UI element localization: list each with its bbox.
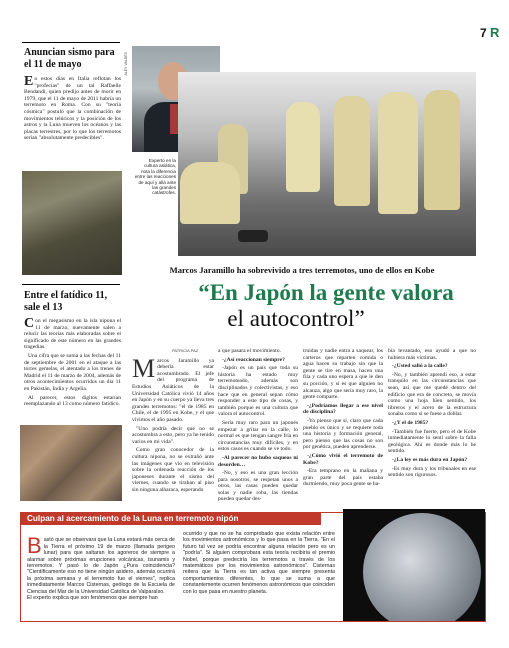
article-col-4 [388,348,476,481]
headline-line-1: “En Japón la gente valora [198,280,454,305]
blanket-figure-3 [378,92,418,214]
bottom-col-right: ocurrido y que no se ha comprobado que exista relación entre los movimientos astronómicos y lo que pasa en la Tierra. "En el futuro tal vez se podría encontrar alguna relación pero es un "podría". Si alguien comprobara esta teoría recibiría el premio Nobel, porque predeciría los terremotos a través de los matemáticos por los movimientos astronómicos". Cisternas reitera que la Tierra es tan activa que siempre presenta comportamientos diferentes, lo que se suma a que constantemente ocurren fenómenos astronómicos que coinciden con lo que pasa en nuestro planeta. [183,531,335,595]
sidebar-body-1-text: n estos días en Italia reflotan los "profecías" de un tal Raffaelle Bendandi, quien predijo antes de morir en 1979, que el 11 de mayo de 2011 habría un terremoto en Roma. Con su "teoría cósmica" postuló que la combinación de movimientos telúricos y la posición de los astros y la Luna mueven los océanos y las placas terrestres, por lo que los terremotos serían "absolutamente predecibles". [24,76,121,142]
sidebar-body-2-p2: Una cifra que se suma a las fechas del 11 de septiembre de 2001 en el ataque a las torres gemelas, el atentado a los trenes de Madrid el 11 de marzo de 2004, además de otros acontecimientos ocurridos un día 11 en Pakistán, India y Argelia. [24,352,121,392]
question-5: -¿Usted salió a la calle? [392,363,448,370]
question-2: -Al parecer no hubo saqueos ni desorden… [218,454,298,468]
dropcap-c: C [24,316,35,331]
article-col-2-p1: a que pasara el movimiento. [218,348,281,354]
main-photo [178,72,476,256]
bottom-title-bar [21,513,321,525]
article-col-3-p1: truidas y nadie entra a saquear, los carteros que reparten comida o agua hacen su trabajo sin que la gente se tire en masa, hacen una fila y cada uno espera a que le den su porción, y si es que alguien no alcanza, algo que sería muy raro, la gente comparte. [303,348,383,401]
photo-credit: ALEX VALDÉS [124,52,128,76]
sidebar-body-1 [24,76,121,142]
sidebar-body-2 [24,318,121,410]
question-4: -¿Cómo vivió el terremoto de Kobe? [303,452,383,466]
moon [363,513,481,621]
bottom-dropcap: B [27,533,42,559]
article-col-1-p3: Como gran conocedor de la cultura nipona, no se extrañó ante las imágenes que vio en televisión sobre la ordenada reacción de los japoneses durante el sismo del viernes, cuando se tiraban al piso sin ninguna alharaca, esperando [132,447,214,493]
article-col-4-p2: -No, y también aprendí eso, a estar tranquilo en las circunstancias que sean, así que me quedé dentro del edificio que era de concreto, se movía como una hoja bien sentido, los libreros y el acero de la estructura sonaba como si se fuese a doblar. [388,371,476,418]
portrait-tie [170,104,178,134]
question-6: -¿Y el de 1985? [392,419,429,426]
article-col-4-p4: -Es muy dura y los tribunales en ese sentido son rigurosos. [388,465,476,479]
main-photo-caption: Marcos Jaramillo ha sobrevivido a tres terremotos, uno de ellos en Kobe [169,265,435,275]
question-3: -¿Podríamos llegar a ese nivel de disciplina? [303,402,383,416]
article-col-3 [303,348,383,490]
dropcap-e: E [24,74,34,89]
bottom-col-left [27,531,175,601]
bottom-left-text: astó que se observara que la Luna estará más cerca de la Tierra el próximo 19 de marzo (llamada perigeo lunar) para que saltaran los agoreros de siempre a alarmar sobre próximas erupciones volcánicas, tsunamis y terremotos. Y pasó lo de Japón ¿Pura coincidencia? "Científicamente eso no tiene ningún asidero, además ocurrirá la próxima semana y el terremoto fue el viernes", replica inmediatamente Marcos Cisternas, geólogo de la Escuela de Ciencias del Mar de la Universidad Católica de Valparaíso. El experto explica que son fenómenos que siempre han [27,537,175,602]
blanket-figure-1 [286,102,320,192]
article-col-2-p2: -Japón es un país que toda su historia ha estado muy terremoteado, además son disciplinados y colectivistas, y eso hace que en general sepan cómo responder a este tipo de cosas, y también porque es una cultura que valora el autocontrol. [218,365,298,418]
blanket-figure-6 [180,162,240,224]
question-7: -¿La ley es más dura en Japón? [392,456,468,463]
article-col-4-p3: -También fue fuerte, pero el de Kobe inmediatamente lo sentí sobre la falla geológica. Ahí es donde más lo he sentido. [388,428,476,455]
bottom-box [20,512,486,622]
article-col-2-p3: Sería muy raro para un japonés empezar a gritar en la calle, lo normal es que tengan sangre fría en circunstancias muy difíciles, y en estos casos es cuando se ve todo. [218,419,298,453]
bag-on-ground [238,230,268,242]
article-col-1-p1: arcos Jaramillo ya debería estar acostumbrado. El jefe del programa de Estudios Asiáticos de la Universidad Católica vivió 14 años en Japón y en su cuerpo ya lleva tres grandes terremotos: "el de 1985 en Chile, el de 1995 en Kobe, y el que vivimos el año pasado. [132,357,215,423]
article-col-4-p1: bía levantado, eso ayudó a que no hubiera más víctimas. [388,348,476,361]
article-col-2-p4: -No, y eso es una gran lección para nosotros, se respetan unos a otros, las casas pueden quedar solas y nadie roba, las tiendas pueden quedar des- [218,470,298,503]
byline: PATRICIA PAZ [172,348,199,353]
moon-photo [343,509,485,621]
article-col-3-p2: -Yo pienso que sí, claro que cada pueblo es único y se requiere toda una historia y formación general, pero pienso que las cosas no son por genética, pueden aprenderse. [303,417,383,451]
article-col-1-p2: "Uno podría decir que no se acostumbra a esto, pero ya he tenido varios en mi vida". [132,425,214,445]
blanket-figure-4 [424,90,460,210]
left-sidebar-divider [22,42,120,43]
article-col-2 [218,348,298,505]
sidebar-body-2-p3: Al parecer, estos dígitos estarían reemplazando al 13 como número fatídico. [24,394,121,408]
left-sidebar-divider-2 [22,284,120,285]
headline-line-2: el autocontrol” [227,306,365,331]
sidebar-title-1: Anuncian sismo para el 11 de mayo [24,47,115,70]
blanket-figure-2 [334,96,370,206]
bottom-title: Culpan al acercamiento de la Luna en terremoto nipón [27,514,239,523]
page-number: 7 [480,26,487,40]
question-1: -¿Así reaccionan siempre? [222,356,285,363]
article-col-3-p3: -Era temprano en la mañana y gran parte del país estaba durmiendo, muy poca gente se ha- [303,468,383,488]
portrait-caption: Experto en la cultura asiática, nota la diferencia entre las reacciones de aquí y allá ante las grandes catástrofes. [134,158,176,196]
aerial-photo [20,425,122,501]
article-dropcap: M [132,353,156,383]
sidebar-title-2: Entre el fatídico 11, sale el 13 [24,290,108,313]
rubble-photo [22,171,122,275]
article-col-1 [132,348,214,495]
sidebar-body-2-p1: on el megasismo en la isla nipona el 11 de marzo, nuevamente salen a relucir las teorías más elaboradas sobre el significado de este número en las grandes tragedias. [24,318,121,351]
newspaper-logo: R [490,25,500,40]
